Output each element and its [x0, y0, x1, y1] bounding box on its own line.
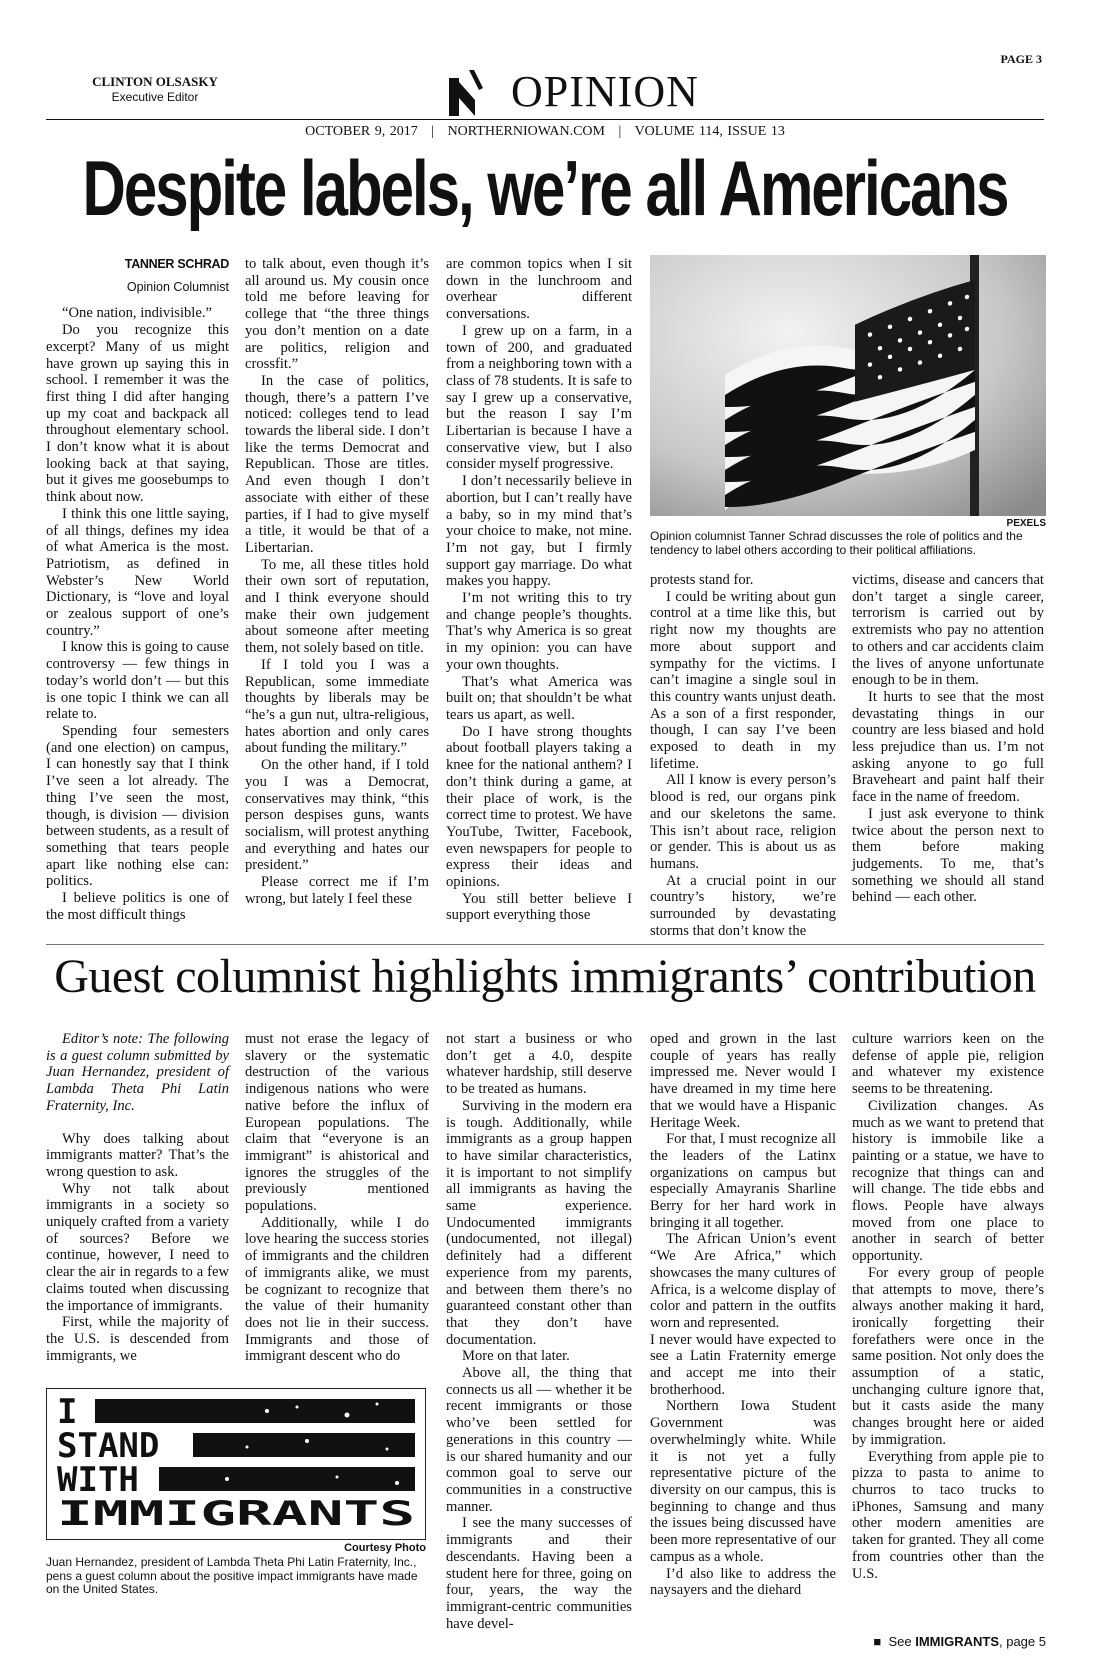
paragraph: must not erase the legacy of slavery or the systematic destruction of the various indigenous nations who were native before the influx of European populations. The claim that “everyone is an immigrant” is ahistorical and ignores the struggles of the previously mentioned populations.	[245, 1031, 429, 1215]
paragraph: “One nation, indivisible.”	[62, 305, 212, 322]
paragraph: The African Union’s event “We Are Africa,” which showcases the many cultures of Africa, is a welcome display of color and pattern in the outfits worn and represented.	[650, 1231, 836, 1331]
article1-column-2	[245, 256, 429, 907]
article-divider	[46, 944, 1044, 945]
image-line: STAND	[57, 1426, 160, 1466]
volume-issue: VOLUME 114, ISSUE 13	[634, 124, 785, 139]
paragraph: not start a business or who don’t get a 4.0, despite whatever hardship, still deserve to be treated as humans.	[446, 1031, 632, 1098]
editor-title: Executive Editor	[111, 90, 199, 104]
paragraph: Please correct me if I’m wrong, but lately I feel these	[245, 874, 429, 907]
paragraph: I believe politics is one of the most difficult things	[46, 890, 229, 923]
paragraph: In the case of politics, though, there’s a pattern I’ve noticed: colleges tend to lead towards the liberal side. I don’t like the terms Democrat and Republican. Those are titles. And even though I don’t associate with either of these parties, if I had to give myself a title, it would be that of a Libertarian.	[245, 372, 429, 556]
site-url: NORTHERNIOWAN.COM	[447, 124, 605, 139]
paragraph: oped and grown in the last couple of years has really impressed me. Never would I have dreamed in my time here that we would have a Hispanic Heritage Week.	[650, 1031, 836, 1131]
paragraph: Why not talk about immigrants in a society so uniquely crafted from a variety of sources? Before we continue, however, I need to clear the air in regards to a few claims touted when discussing the importance of immigrants.	[46, 1180, 229, 1314]
paragraph: culture warriors keen on the defense of apple pie, religion and whatever my existence seems to be threatening.	[852, 1031, 1044, 1098]
paragraph: Civilization changes. As much as we want to pretend that history is immobile like a painting or a statue, we have to recognize that things can and will change. The tide ebbs and flows. People have always moved from one place to another in search of better opportunity.	[852, 1097, 1044, 1265]
article1-column-5	[852, 572, 1044, 906]
paragraph: I know this is going to cause controversy — few things in today’s world don’t — but this is one topic I think we can all relate to.	[46, 639, 230, 723]
paragraph: protests stand for.	[650, 572, 754, 588]
paragraph: Do you recognize this excerpt? Many of us might have grown up saying this in school. I remember it was the first thing I did after hanging up my coat and backpack all throughout elementary school. I don’t know what it is about looking back at that saying, but it gives me goosebumps to think about now.	[46, 322, 229, 506]
square-bullet-icon: ■	[873, 1634, 882, 1649]
article2-column-3	[446, 1031, 632, 1632]
article1-column-4	[650, 572, 836, 939]
editors-note: Editor’s note: The following is a guest column submitted by Juan Hernandez, president of Lambda Theta Phi Latin Fraternity, Inc.	[46, 1031, 229, 1114]
image-line: I	[57, 1392, 78, 1432]
page-number: PAGE 3	[1000, 52, 1042, 66]
author-title: Opinion Columnist	[126, 279, 229, 294]
paragraph: Northern Iowa Student Government was overwhelmingly white. While it is not yet a fully representative picture of the diversity on our campus, this is beginning to change and thus the issues being discussed have been more representative of our campus as a whole.	[650, 1398, 836, 1565]
dateline	[46, 124, 1044, 140]
paragraph: to talk about, even though it’s all around us. My cousin once told me before leaving for college that “the three things you don’t mention on a date are politics, religion and crossfit.”	[245, 256, 429, 373]
paragraph: I just ask everyone to think twice about the person next to them before making judgements. To me, that’s something we should all stand behind — each other.	[852, 805, 1044, 906]
paragraph: For every group of people that attempts to move, there’s always another making it hard, ironically forgetting their forefathers were once in the same position. Not only does the assumption of a static, unchanging culture ignore that, but it casts aside the many changes brought here or aided by immigration.	[852, 1264, 1044, 1448]
immigrants-graphic	[47, 1389, 425, 1539]
paragraph: victims, disease and cancers that don’t target a single career, terrorism is carried out by extremists who pay no attention to others and car accidents claim the lives of anyone unfortunate enough to be in them.	[852, 572, 1044, 689]
section-title: OPINION	[511, 67, 699, 116]
article1-headline: Despite labels, we’re all Americans	[82, 144, 1008, 232]
paragraph: Why does talking about immigrants matter? That’s the wrong question to ask.	[46, 1130, 229, 1180]
image-caption: Juan Hernandez, president of Lambda Theta Phi Latin Fraternity, Inc., pens a guest column about the positive impact immigrants have made on the United States.	[46, 1555, 418, 1596]
paragraph: I never would have expected to see a Latin Fraternity emerge and accept me into their brotherhood.	[650, 1331, 836, 1398]
continued-jump-link[interactable]	[873, 1634, 1046, 1649]
paragraph: are common topics when I sit down in the lunchroom and overhear different conversations.	[446, 256, 632, 323]
paragraph: If I told you I was a Republican, some immediate thoughts by liberals may be “he’s a gun nut, ultra-religious, hates abortion and only cares about funding the military.”	[245, 656, 429, 757]
paragraph: That’s what America was built on; that shouldn’t be what tears us apart, as well.	[446, 673, 632, 723]
american-flag-photo	[650, 255, 1046, 516]
photo-credit: PEXELS	[1006, 518, 1046, 529]
article2-column-1	[46, 1031, 229, 1364]
article2-column-4	[650, 1031, 836, 1599]
photo-caption: Opinion columnist Tanner Schrad discusses the role of politics and the tendency to label others according to their political affiliations.	[650, 529, 1023, 557]
paragraph: Do I have strong thoughts about football players taking a knee for the national anthem? I don’t think during a game, at their place of work, is the correct time to protest. We have YouTube, Twitter, Facebook, even newspapers for people to express their ideas and opinions.	[446, 723, 632, 891]
northern-iowan-logo-icon	[447, 68, 487, 118]
masthead-rule	[46, 119, 1044, 120]
article2-column-5	[852, 1031, 1044, 1582]
paragraph: I’d also like to address the naysayers and the diehard	[650, 1565, 836, 1599]
paragraph: Everything from apple pie to pizza to pasta to anime to churros to taco trucks to iPhones, Samsung and many other modern amenities are taken for granted. They all come from countries other than the U.S.	[852, 1448, 1044, 1582]
jump-suffix: , page 5	[999, 1634, 1046, 1649]
paragraph: You still better believe I support everything those	[446, 890, 632, 924]
paragraph: I grew up on a farm, in a town of 200, and graduated from a neighboring town with a class of 78 students. It is safe to say I grew up a conservative, but the reason I say I’m Libertarian is because I have a conservative view, but I also consider myself progressive.	[446, 322, 632, 473]
paragraph: I don’t necessarily believe in abortion, but I can’t really have a baby, so in my mind that’s your choice to make, not mine. I’m not gay, but I firmly support gay marriage. Do what makes you happy.	[446, 473, 632, 590]
image-credit: Courtesy Photo	[344, 1542, 426, 1554]
stand-with-immigrants-image	[46, 1388, 426, 1540]
paragraph: Above all, the thing that connects us all — whether it be recent immigrants or those who’ve been settled for generations in this country — is our shared humanity and our common goal to serve our communities in a constructive manner.	[446, 1365, 632, 1515]
paragraph: For that, I must recognize all the leaders of the Latinx organizations on campus but especially Amayranis Sharline Berry for her hard work in bringing it all together.	[650, 1131, 836, 1231]
paragraph: I’m not writing this to try and change people’s thoughts. That’s why America is so great in my opinion: you can have your own thoughts.	[446, 590, 632, 673]
paragraph: I think this one little saying, of all things, defines my idea of what America is the most. Patriotism, as defined in Webster’s New World Dictionary, is “love and loyal or zealous support of one’s country.”	[46, 505, 229, 639]
jump-target: IMMIGRANTS	[915, 1634, 999, 1649]
paragraph: To me, all these titles hold their own sort of reputation, and I think everyone should make their own judgement about someone after meeting them, not solely based on title.	[245, 556, 429, 657]
paragraph: I see the many successes of immigrants and their descendants. Having been a student here for three, going on four, years, the way the immigrant-centric communities have devel-	[446, 1515, 632, 1632]
article2-headline: Guest columnist highlights immigrants’ contribution	[54, 950, 1036, 1003]
image-line: WITH	[57, 1460, 139, 1500]
editor-name: CLINTON OLSASKY	[92, 74, 218, 89]
paragraph: I could be writing about gun control at a time like this, but right now my thoughts are more about support and sympathy for the victims. I can’t imagine a single soul in this country wants unjust death. As a son of a first responder, though, I can say I’ve been exposed to death in my lifetime.	[650, 588, 836, 772]
dateline-separator: |	[618, 124, 622, 139]
paragraph: It hurts to see that the most devastating things in our country are less biased and hold less prejudice than us. I’m not asking anyone to go full Braveheart and paint half their face in the name of freedom.	[852, 688, 1044, 806]
paragraph: At a crucial point in our country’s history, we’re surrounded by devastating storms that don’t know the	[650, 872, 836, 939]
image-line: IMMIGRANTS	[57, 1494, 415, 1534]
paragraph: All I know is every person’s blood is red, our organs pink and our skeletons the same. This isn’t about race, religion or gender. This is about us as humans.	[650, 772, 836, 872]
flag-image	[650, 255, 1046, 516]
paragraph: On the other hand, if I told you I was a Democrat, conservatives may think, “this person despises guns, wants socialism, will protest anything and everything and hates our president.”	[245, 757, 429, 874]
author-name: TANNER SCHRAD	[124, 257, 229, 271]
issue-date: OCTOBER 9, 2017	[305, 124, 418, 139]
paragraph: Additionally, while I do love hearing the success stories of immigrants and the children of immigrants alike, we must be cognizant to recognize that the value of their humanity does not lie in their success. Immigrants and those of immigrant descent who do	[245, 1214, 429, 1365]
paragraph: First, while the majority of the U.S. is descended from immigrants, we	[46, 1314, 229, 1364]
dateline-separator: |	[431, 124, 435, 139]
article1-column-3	[446, 256, 632, 924]
jump-prefix: See	[888, 1634, 912, 1649]
paragraph: More on that later.	[462, 1348, 570, 1365]
article1-column-1	[46, 256, 229, 923]
paragraph: Spending four semesters (and one election) on campus, I can honestly say that I think I’ve seen a lot already. The thing I’ve seen the most, though, is division — division between students, as a result of something that tears people apart like nothing else can: politics.	[46, 722, 229, 890]
article2-column-2	[245, 1031, 429, 1365]
paragraph: Surviving in the modern era is tough. Additionally, while immigrants as a group happen to have similar characteristics, it is important to not simplify all immigrants as having the same experience. Undocumented immigrants (undocumented, not illegal) definitely had a different experience from my parents, and between them there’s no guaranteed constant other than that they don’t have documentation.	[446, 1097, 632, 1348]
